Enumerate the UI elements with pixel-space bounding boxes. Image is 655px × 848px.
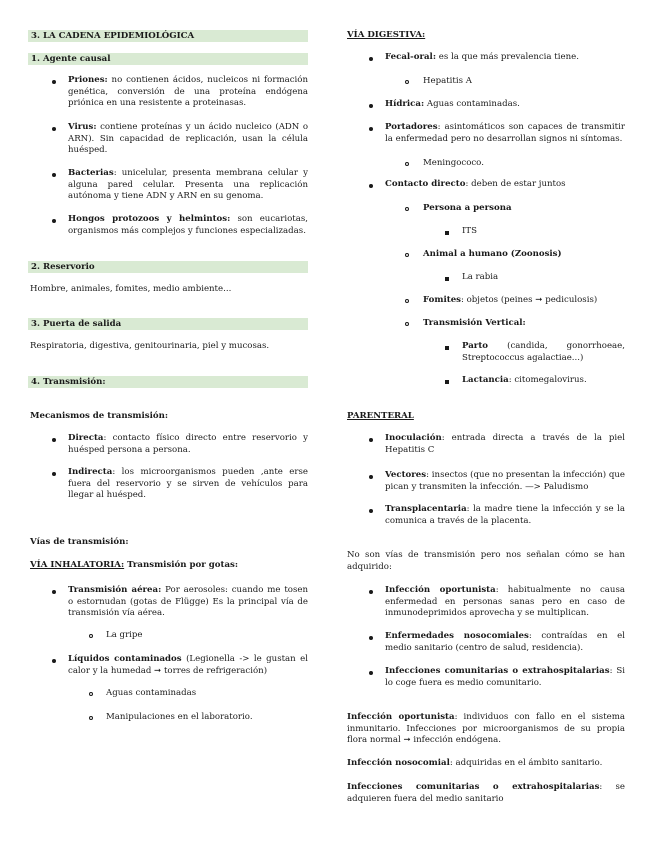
section-title-cadena: 3. LA CADENA EPIDEMIOLÓGICA: [28, 30, 308, 42]
bullet: [405, 322, 409, 326]
bullet: [405, 299, 409, 303]
liquidos-contaminados: Líquidos contaminados (Legionella -> le gustan el calor y la humedad ➞ torres de refrigeración): [68, 654, 308, 676]
bullet: [445, 380, 449, 384]
mech-indirecta: Indirecta: los microorganismos pueden ,ante erse fuera del reservorio y se sirven de vehículos para llegar al huésped.: [68, 467, 308, 500]
bullet: [405, 207, 409, 211]
hidrica: Hídrica: Aguas contaminadas.: [385, 99, 520, 109]
enfermedades-nosocomiales: Enfermedades nosocomiales: contraídas en el medio sanitario (centro de salud, residencia).: [385, 631, 625, 653]
meningococo: Meningococo.: [423, 158, 484, 168]
fecal-oral: Fecal-oral: es la que más prevalencia tiene.: [385, 52, 579, 62]
bullet: [89, 716, 93, 720]
bullet: [405, 80, 409, 84]
rabia: La rabia: [462, 272, 499, 282]
portadores: Portadores: asintomáticos son capaces de transmitir la enfermedad pero no desarrollan signos ni síntomas.: [385, 122, 625, 144]
bullet: [52, 472, 56, 476]
section-title-reservorio: 2. Reservorio: [28, 261, 308, 273]
bullet: [369, 590, 373, 594]
def-comunitarias: Infecciones comunitarias o extrahospitalarias: se adquieren fuera del medio sanitario: [347, 782, 626, 804]
parenteral-title: PARENTERAL: [347, 411, 414, 421]
section-title-transmision: 4. Transmisión:: [28, 376, 308, 388]
section-title-agente: 1. Agente causal: [28, 53, 308, 65]
hepatitis-a: Hepatitis A: [423, 76, 472, 86]
inhalatoria-title: VÍA INHALATORIA: Transmisión por gotas:: [30, 560, 239, 570]
aguas-item: Aguas contaminadas: [106, 688, 197, 698]
agent-priones: Priones: no contienen ácidos, nucleicos ni formación genética, conversión de una proteína endógena priónica en una resistente a proteinasas.: [68, 75, 308, 108]
infecciones-comunitarias: Infecciones comunitarias o extrahospitalarias: Si lo coge fuera es medio comunitario.: [385, 666, 626, 688]
bullet: [369, 127, 373, 131]
bullet: [369, 636, 373, 640]
bullet: [445, 231, 449, 235]
zoonosis: Animal a humano (Zoonosis): [423, 249, 562, 259]
bullet: [52, 219, 56, 223]
transplacentaria: Transplacentaria: la madre tiene la infección y se la comunica a través de la placenta.: [385, 504, 625, 526]
agent-hongos: Hongos protozoos y helmintos: son eucariotas, organismos más complejos y funciones especializadas.: [68, 214, 309, 236]
salida-text: Respiratoria, digestiva, genitourinaria, piel y mucosas.: [30, 341, 270, 351]
mecanismos-title: Mecanismos de transmisión:: [30, 411, 169, 421]
inoculacion: Inoculación: entrada directa a través de la piel Hepatitis C: [385, 433, 625, 455]
mech-directa: Directa: contacto físico directo entre reservorio y huésped persona a persona.: [68, 433, 308, 455]
digestiva-title: VÍA DIGESTIVA:: [347, 30, 426, 40]
bullet: [369, 509, 373, 513]
reservorio-text: Hombre, animales, fomites, medio ambiente...: [30, 284, 232, 294]
bullet: [369, 57, 373, 61]
transmision-vertical: Transmisión Vertical:: [423, 318, 526, 328]
bullet: [369, 184, 373, 188]
gripe-item: La gripe: [106, 630, 143, 640]
section-title-salida: 3. Puerta de salida: [28, 318, 308, 330]
agent-virus: Virus: contiene proteínas y un ácido nucleico (ADN o ARN). Sin capacidad de replicación, usan la célula huésped.: [68, 122, 308, 155]
persona-a-persona: Persona a persona: [423, 203, 512, 213]
bullet: [52, 659, 56, 663]
bullet: [52, 438, 56, 442]
vias-title: Vías de transmisión:: [30, 537, 129, 547]
bullet: [369, 104, 373, 108]
vectores: Vectores: insectos (que no presentan la infección) que pican y transmiten la infección. —> Paludismo: [385, 470, 625, 492]
lactancia: Lactancia: citomegalovirus.: [462, 375, 587, 385]
contacto-directo: Contacto directo: deben de estar juntos: [385, 179, 566, 189]
parto: Parto (candida, gonorrhoeae, Streptococcus agalactiae...): [462, 341, 625, 363]
no-son-vias: No son vías de transmisión pero nos señalan cómo se han adquirido:: [347, 550, 625, 572]
bullet: [445, 277, 449, 281]
bullet: [405, 162, 409, 166]
bullet: [445, 346, 449, 350]
bullet: [52, 173, 56, 177]
bullet: [405, 253, 409, 257]
def-oportunista: Infección oportunista: individuos con fallo en el sistema inmunitario. Infecciones por microorganismos de su propia flora normal ➞ infección endógena.: [347, 712, 626, 745]
agent-bacterias: Bacterias: unicelular, presenta membrana celular y alguna pared celular. Presenta una replicación autónoma y tiene ADN y ARN en su genoma.: [68, 168, 308, 201]
bullet: [52, 80, 56, 84]
bullet: [89, 692, 93, 696]
def-nosocomial: Infección nosocomial: adquiridas en el ámbito sanitario.: [347, 758, 603, 768]
infeccion-oportunista: Infección oportunista: habitualmente no causa enfermedad en personas sanas pero en caso de inmunodeprimidos aprovecha y se multiplican.: [385, 585, 625, 618]
bullet: [52, 590, 56, 594]
fomites: Fomites: objetos (peines ➞ pediculosis): [423, 295, 598, 305]
bullet: [369, 438, 373, 442]
bullet: [89, 634, 93, 638]
bullet: [369, 475, 373, 479]
bullet: [52, 127, 56, 131]
manipulaciones-item: Manipulaciones en el laboratorio.: [106, 712, 253, 722]
transmision-aerea: Transmisión aérea: Por aerosoles: cuando me tosen o estornudan (gotas de Flügge) Es la principal vía de transmisión vía aérea.: [68, 585, 309, 618]
bullet: [369, 671, 373, 675]
its: ITS: [462, 226, 478, 236]
